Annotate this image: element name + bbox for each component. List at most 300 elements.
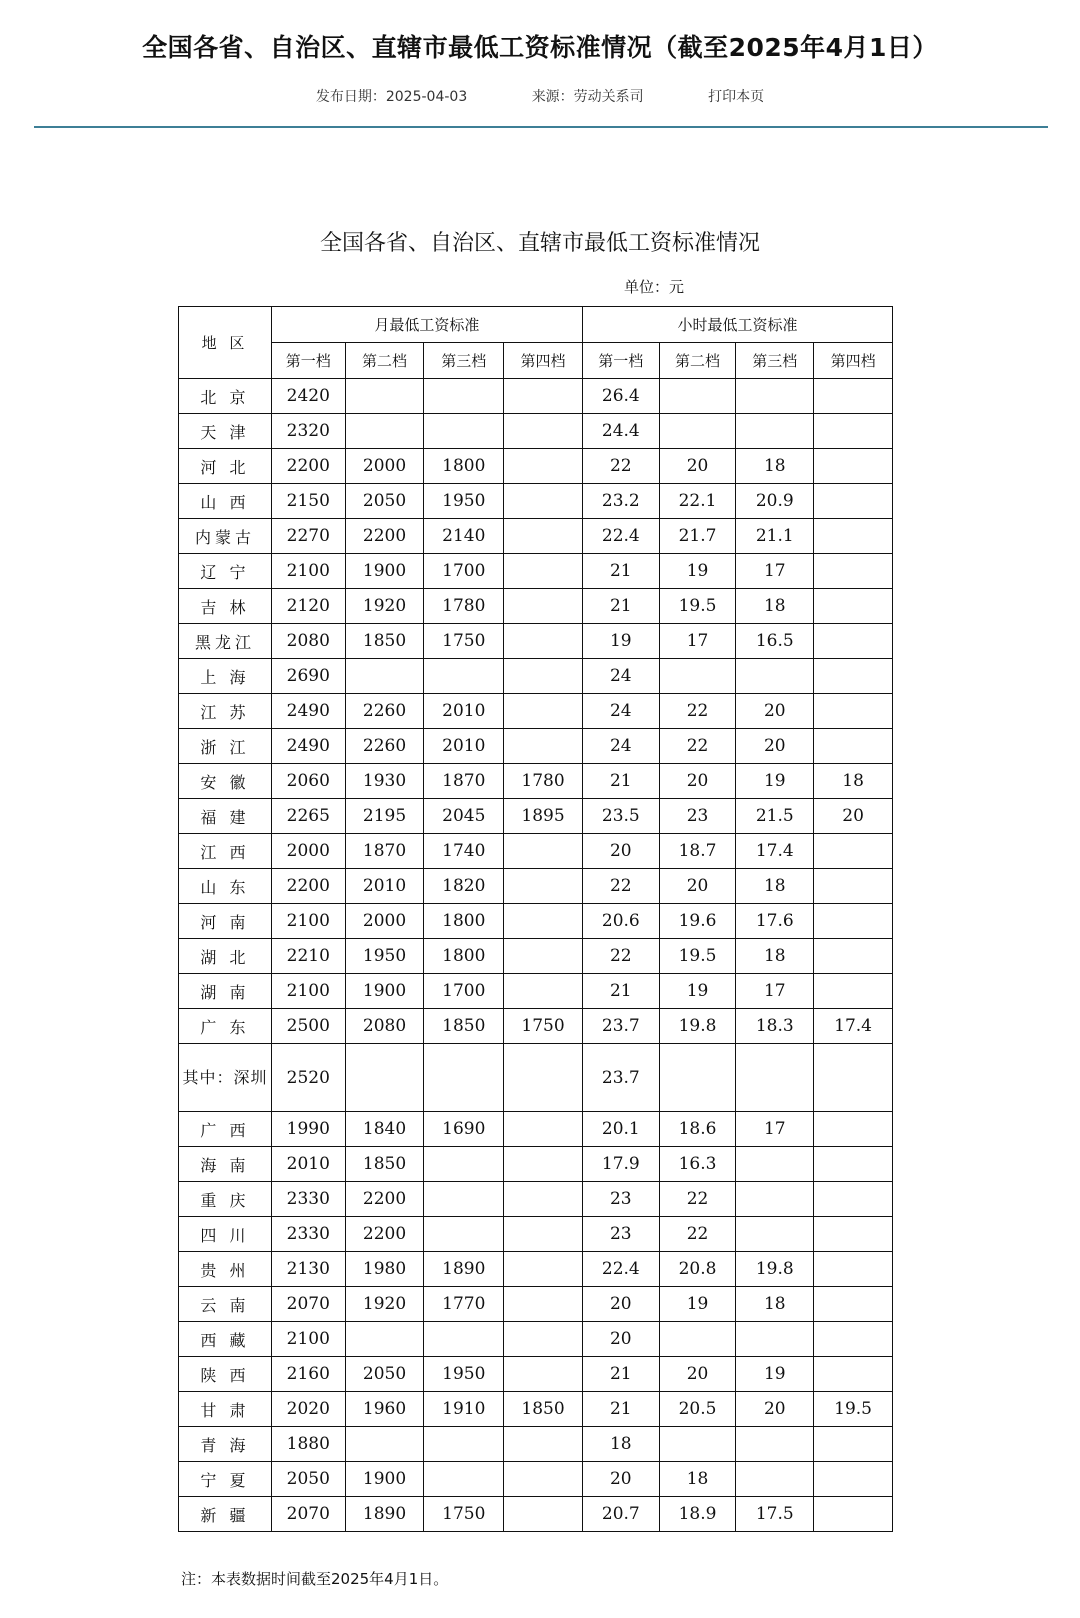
hourly-wage-cell: 20 bbox=[582, 834, 659, 869]
table-row bbox=[179, 869, 893, 904]
hourly-wage-cell: 19 bbox=[736, 764, 814, 799]
table-row bbox=[179, 1357, 893, 1392]
hourly-wage-cell bbox=[814, 1427, 893, 1462]
table-row bbox=[179, 1009, 893, 1044]
hourly-wage-cell bbox=[814, 694, 893, 729]
hourly-wage-cell: 21 bbox=[582, 589, 659, 624]
hourly-wage-cell: 22 bbox=[582, 449, 659, 484]
hourly-wage-cell bbox=[659, 1044, 736, 1112]
hourly-wage-cell: 20.5 bbox=[659, 1392, 736, 1427]
hourly-wage-cell: 21 bbox=[582, 974, 659, 1009]
hourly-wage-cell bbox=[814, 379, 893, 414]
monthly-wage-cell: 2420 bbox=[271, 379, 345, 414]
hourly-wage-cell bbox=[736, 1462, 814, 1497]
monthly-wage-cell: 2050 bbox=[345, 484, 424, 519]
hourly-wage-cell bbox=[814, 1287, 893, 1322]
hourly-wage-cell bbox=[736, 1147, 814, 1182]
monthly-wage-cell bbox=[504, 624, 583, 659]
hourly-wage-cell: 17 bbox=[736, 974, 814, 1009]
region-cell: 安 徽 bbox=[179, 764, 272, 799]
monthly-wage-cell bbox=[504, 904, 583, 939]
hourly-wage-cell bbox=[814, 1357, 893, 1392]
monthly-wage-cell: 2200 bbox=[271, 869, 345, 904]
hourly-wage-cell: 23 bbox=[659, 799, 736, 834]
hourly-wage-cell bbox=[814, 1147, 893, 1182]
hourly-wage-cell: 22 bbox=[582, 939, 659, 974]
monthly-wage-cell bbox=[504, 974, 583, 1009]
hourly-wage-cell: 22 bbox=[659, 729, 736, 764]
table-row bbox=[179, 589, 893, 624]
monthly-wage-cell: 2200 bbox=[345, 1182, 424, 1217]
monthly-wage-cell: 1990 bbox=[271, 1112, 345, 1147]
hourly-wage-cell bbox=[814, 1252, 893, 1287]
hourly-wage-cell: 20 bbox=[582, 1322, 659, 1357]
monthly-wage-cell: 2200 bbox=[345, 519, 424, 554]
table-row bbox=[179, 1427, 893, 1462]
monthly-wage-cell: 1770 bbox=[424, 1287, 504, 1322]
monthly-wage-cell bbox=[345, 659, 424, 694]
header-monthly-tier-2: 第二档 bbox=[345, 343, 424, 379]
region-cell: 青 海 bbox=[179, 1427, 272, 1462]
monthly-wage-cell bbox=[504, 869, 583, 904]
table-row bbox=[179, 624, 893, 659]
monthly-wage-cell bbox=[424, 1182, 504, 1217]
monthly-wage-cell: 2020 bbox=[271, 1392, 345, 1427]
hourly-wage-cell: 20 bbox=[814, 799, 893, 834]
hourly-wage-cell: 22.4 bbox=[582, 519, 659, 554]
header-monthly-tier-3: 第三档 bbox=[424, 343, 504, 379]
monthly-wage-cell bbox=[424, 414, 504, 449]
header-monthly: 月最低工资标准 bbox=[271, 307, 582, 343]
hourly-wage-cell bbox=[814, 1112, 893, 1147]
print-page-link[interactable]: 打印本页 bbox=[708, 89, 765, 105]
monthly-wage-cell: 2100 bbox=[271, 974, 345, 1009]
article-meta bbox=[0, 86, 1080, 106]
hourly-wage-cell bbox=[814, 1462, 893, 1497]
table-row bbox=[179, 1252, 893, 1287]
hourly-wage-cell bbox=[814, 729, 893, 764]
monthly-wage-cell: 1950 bbox=[345, 939, 424, 974]
monthly-wage-cell bbox=[504, 1112, 583, 1147]
monthly-wage-cell: 1950 bbox=[424, 1357, 504, 1392]
hourly-wage-cell: 18 bbox=[736, 449, 814, 484]
region-cell: 河 南 bbox=[179, 904, 272, 939]
monthly-wage-cell: 2045 bbox=[424, 799, 504, 834]
monthly-wage-cell bbox=[504, 729, 583, 764]
monthly-wage-cell: 1900 bbox=[345, 974, 424, 1009]
monthly-wage-cell: 2690 bbox=[271, 659, 345, 694]
region-cell: 浙 江 bbox=[179, 729, 272, 764]
monthly-wage-cell bbox=[504, 554, 583, 589]
monthly-wage-cell: 2060 bbox=[271, 764, 345, 799]
hourly-wage-cell: 23 bbox=[582, 1182, 659, 1217]
table-row bbox=[179, 1182, 893, 1217]
hourly-wage-cell: 20.9 bbox=[736, 484, 814, 519]
region-cell: 江 苏 bbox=[179, 694, 272, 729]
region-cell: 新 疆 bbox=[179, 1497, 272, 1532]
region-cell: 山 西 bbox=[179, 484, 272, 519]
monthly-wage-cell: 1780 bbox=[504, 764, 583, 799]
hourly-wage-cell: 19 bbox=[582, 624, 659, 659]
region-cell: 甘 肃 bbox=[179, 1392, 272, 1427]
table-row bbox=[179, 1287, 893, 1322]
monthly-wage-cell: 1980 bbox=[345, 1252, 424, 1287]
table-title: 全国各省、自治区、直辖市最低工资标准情况 bbox=[319, 231, 760, 256]
table-row bbox=[179, 904, 893, 939]
region-cell: 上 海 bbox=[179, 659, 272, 694]
hourly-wage-cell: 21.1 bbox=[736, 519, 814, 554]
hourly-wage-cell: 19.8 bbox=[736, 1252, 814, 1287]
monthly-wage-cell: 1895 bbox=[504, 799, 583, 834]
monthly-wage-cell: 1890 bbox=[345, 1497, 424, 1532]
monthly-wage-cell: 1930 bbox=[345, 764, 424, 799]
monthly-wage-cell: 2120 bbox=[271, 589, 345, 624]
hourly-wage-cell: 20 bbox=[659, 764, 736, 799]
table-row bbox=[179, 1112, 893, 1147]
hourly-wage-cell: 20 bbox=[736, 694, 814, 729]
header-hourly-tier-4: 第四档 bbox=[814, 343, 893, 379]
hourly-wage-cell: 17 bbox=[659, 624, 736, 659]
monthly-wage-cell: 1900 bbox=[345, 554, 424, 589]
hourly-wage-cell: 18 bbox=[736, 589, 814, 624]
hourly-wage-cell bbox=[814, 974, 893, 1009]
unit-label: 单位：元 bbox=[624, 278, 685, 296]
header-monthly-tier-1: 第一档 bbox=[271, 343, 345, 379]
monthly-wage-cell: 1920 bbox=[345, 589, 424, 624]
monthly-wage-cell: 1800 bbox=[424, 939, 504, 974]
monthly-wage-cell: 2200 bbox=[345, 1217, 424, 1252]
hourly-wage-cell bbox=[814, 1217, 893, 1252]
monthly-wage-cell bbox=[424, 1147, 504, 1182]
monthly-wage-cell bbox=[504, 939, 583, 974]
monthly-wage-cell bbox=[504, 449, 583, 484]
monthly-wage-cell bbox=[504, 659, 583, 694]
region-cell: 云 南 bbox=[179, 1287, 272, 1322]
region-cell: 陕 西 bbox=[179, 1357, 272, 1392]
hourly-wage-cell: 21 bbox=[582, 764, 659, 799]
table-row bbox=[179, 729, 893, 764]
table-row bbox=[179, 554, 893, 589]
monthly-wage-cell: 2010 bbox=[424, 729, 504, 764]
hourly-wage-cell: 19 bbox=[659, 554, 736, 589]
hourly-wage-cell: 21 bbox=[582, 554, 659, 589]
table-row bbox=[179, 414, 893, 449]
monthly-wage-cell bbox=[424, 659, 504, 694]
hourly-wage-cell bbox=[814, 624, 893, 659]
monthly-wage-cell bbox=[504, 694, 583, 729]
monthly-wage-cell: 1900 bbox=[345, 1462, 424, 1497]
hourly-wage-cell: 19.6 bbox=[659, 904, 736, 939]
hourly-wage-cell: 20 bbox=[659, 869, 736, 904]
table-row bbox=[179, 1044, 893, 1112]
monthly-wage-cell: 2070 bbox=[271, 1287, 345, 1322]
table-row bbox=[179, 1392, 893, 1427]
region-cell: 广 西 bbox=[179, 1112, 272, 1147]
hourly-wage-cell bbox=[659, 1427, 736, 1462]
hourly-wage-cell: 18 bbox=[736, 869, 814, 904]
region-cell: 辽 宁 bbox=[179, 554, 272, 589]
region-cell: 山 东 bbox=[179, 869, 272, 904]
table-row bbox=[179, 974, 893, 1009]
monthly-wage-cell bbox=[504, 484, 583, 519]
monthly-wage-cell bbox=[504, 1252, 583, 1287]
monthly-wage-cell bbox=[504, 519, 583, 554]
monthly-wage-cell: 2200 bbox=[271, 449, 345, 484]
table-note: 注：本表数据时间截至2025年4月1日。 bbox=[181, 1570, 449, 1588]
hourly-wage-cell bbox=[736, 1044, 814, 1112]
region-cell: 其中：深圳 bbox=[179, 1044, 272, 1112]
monthly-wage-cell bbox=[504, 414, 583, 449]
monthly-wage-cell bbox=[504, 1182, 583, 1217]
hourly-wage-cell bbox=[814, 589, 893, 624]
monthly-wage-cell: 1700 bbox=[424, 974, 504, 1009]
monthly-wage-cell bbox=[504, 1147, 583, 1182]
monthly-wage-cell: 1750 bbox=[504, 1009, 583, 1044]
hourly-wage-cell bbox=[814, 554, 893, 589]
monthly-wage-cell bbox=[345, 379, 424, 414]
table-row bbox=[179, 484, 893, 519]
hourly-wage-cell: 22 bbox=[659, 694, 736, 729]
hourly-wage-cell bbox=[814, 869, 893, 904]
hourly-wage-cell bbox=[736, 1427, 814, 1462]
hourly-wage-cell bbox=[814, 659, 893, 694]
hourly-wage-cell: 20.6 bbox=[582, 904, 659, 939]
hourly-wage-cell: 22 bbox=[659, 1182, 736, 1217]
monthly-wage-cell: 1850 bbox=[504, 1392, 583, 1427]
region-cell: 天 津 bbox=[179, 414, 272, 449]
hourly-wage-cell: 22 bbox=[659, 1217, 736, 1252]
monthly-wage-cell bbox=[504, 379, 583, 414]
table-row bbox=[179, 659, 893, 694]
hourly-wage-cell bbox=[659, 659, 736, 694]
monthly-wage-cell bbox=[504, 1322, 583, 1357]
hourly-wage-cell bbox=[814, 414, 893, 449]
hourly-wage-cell: 23.7 bbox=[582, 1044, 659, 1112]
monthly-wage-cell: 1750 bbox=[424, 1497, 504, 1532]
monthly-wage-cell: 2500 bbox=[271, 1009, 345, 1044]
monthly-wage-cell: 1800 bbox=[424, 449, 504, 484]
monthly-wage-cell: 1750 bbox=[424, 624, 504, 659]
hourly-wage-cell: 23 bbox=[582, 1217, 659, 1252]
header-hourly-tier-2: 第二档 bbox=[659, 343, 736, 379]
hourly-wage-cell: 20.1 bbox=[582, 1112, 659, 1147]
monthly-wage-cell: 2330 bbox=[271, 1182, 345, 1217]
monthly-wage-cell: 1960 bbox=[345, 1392, 424, 1427]
monthly-wage-cell: 2010 bbox=[271, 1147, 345, 1182]
hourly-wage-cell: 19 bbox=[659, 1287, 736, 1322]
monthly-wage-cell: 2000 bbox=[271, 834, 345, 869]
hourly-wage-cell: 20 bbox=[659, 449, 736, 484]
monthly-wage-cell: 1700 bbox=[424, 554, 504, 589]
hourly-wage-cell: 20 bbox=[736, 1392, 814, 1427]
hourly-wage-cell: 21 bbox=[582, 1392, 659, 1427]
table-row bbox=[179, 1497, 893, 1532]
hourly-wage-cell bbox=[814, 1322, 893, 1357]
hourly-wage-cell: 18 bbox=[659, 1462, 736, 1497]
source-label: 来源：劳动关系司 bbox=[531, 89, 644, 105]
monthly-wage-cell bbox=[345, 1044, 424, 1112]
hourly-wage-cell: 26.4 bbox=[582, 379, 659, 414]
region-cell: 河 北 bbox=[179, 449, 272, 484]
monthly-wage-cell: 1780 bbox=[424, 589, 504, 624]
hourly-wage-cell: 18.6 bbox=[659, 1112, 736, 1147]
monthly-wage-cell: 2320 bbox=[271, 414, 345, 449]
hourly-wage-cell: 24 bbox=[582, 729, 659, 764]
monthly-wage-cell: 1820 bbox=[424, 869, 504, 904]
hourly-wage-cell bbox=[736, 1217, 814, 1252]
monthly-wage-cell bbox=[504, 834, 583, 869]
hourly-wage-cell bbox=[736, 659, 814, 694]
monthly-wage-cell: 2050 bbox=[271, 1462, 345, 1497]
hourly-wage-cell bbox=[814, 1497, 893, 1532]
monthly-wage-cell: 2000 bbox=[345, 449, 424, 484]
monthly-wage-cell: 1870 bbox=[424, 764, 504, 799]
table-body bbox=[179, 379, 893, 1532]
monthly-wage-cell: 2265 bbox=[271, 799, 345, 834]
hourly-wage-cell bbox=[659, 1322, 736, 1357]
hourly-wage-cell: 18.7 bbox=[659, 834, 736, 869]
monthly-wage-cell bbox=[345, 1322, 424, 1357]
header-hourly: 小时最低工资标准 bbox=[582, 307, 892, 343]
hourly-wage-cell bbox=[659, 414, 736, 449]
hourly-wage-cell: 20.7 bbox=[582, 1497, 659, 1532]
monthly-wage-cell bbox=[424, 1427, 504, 1462]
region-cell: 重 庆 bbox=[179, 1182, 272, 1217]
region-cell: 北 京 bbox=[179, 379, 272, 414]
region-cell: 黑龙江 bbox=[179, 624, 272, 659]
region-cell: 吉 林 bbox=[179, 589, 272, 624]
region-cell: 宁 夏 bbox=[179, 1462, 272, 1497]
header-monthly-tier-4: 第四档 bbox=[504, 343, 583, 379]
hourly-wage-cell bbox=[814, 449, 893, 484]
hourly-wage-cell: 17.9 bbox=[582, 1147, 659, 1182]
monthly-wage-cell: 2490 bbox=[271, 729, 345, 764]
hourly-wage-cell: 17.4 bbox=[736, 834, 814, 869]
monthly-wage-cell: 1740 bbox=[424, 834, 504, 869]
page-title: 全国各省、自治区、直辖市最低工资标准情况（截至2025年4月1日） bbox=[142, 33, 938, 62]
monthly-wage-cell: 1690 bbox=[424, 1112, 504, 1147]
monthly-wage-cell: 1950 bbox=[424, 484, 504, 519]
region-cell: 湖 北 bbox=[179, 939, 272, 974]
table-row bbox=[179, 939, 893, 974]
hourly-wage-cell: 18 bbox=[736, 939, 814, 974]
hourly-wage-cell: 18 bbox=[582, 1427, 659, 1462]
region-cell: 福 建 bbox=[179, 799, 272, 834]
hourly-wage-cell: 17 bbox=[736, 1112, 814, 1147]
hourly-wage-cell: 19.5 bbox=[659, 939, 736, 974]
hourly-wage-cell: 19 bbox=[736, 1357, 814, 1392]
monthly-wage-cell bbox=[504, 1497, 583, 1532]
hourly-wage-cell: 19 bbox=[659, 974, 736, 1009]
table-row bbox=[179, 519, 893, 554]
monthly-wage-cell: 2210 bbox=[271, 939, 345, 974]
monthly-wage-cell: 2260 bbox=[345, 729, 424, 764]
monthly-wage-cell bbox=[424, 1322, 504, 1357]
hourly-wage-cell bbox=[814, 519, 893, 554]
hourly-wage-cell: 17 bbox=[736, 554, 814, 589]
table-row bbox=[179, 799, 893, 834]
monthly-wage-cell: 1850 bbox=[424, 1009, 504, 1044]
hourly-wage-cell: 18.3 bbox=[736, 1009, 814, 1044]
monthly-wage-cell: 1910 bbox=[424, 1392, 504, 1427]
monthly-wage-cell: 1920 bbox=[345, 1287, 424, 1322]
monthly-wage-cell bbox=[424, 1462, 504, 1497]
monthly-wage-cell: 2010 bbox=[424, 694, 504, 729]
monthly-wage-cell: 1870 bbox=[345, 834, 424, 869]
hourly-wage-cell: 20.8 bbox=[659, 1252, 736, 1287]
hourly-wage-cell bbox=[659, 379, 736, 414]
monthly-wage-cell bbox=[504, 1427, 583, 1462]
monthly-wage-cell bbox=[345, 414, 424, 449]
monthly-wage-cell: 2100 bbox=[271, 554, 345, 589]
monthly-wage-cell bbox=[345, 1427, 424, 1462]
monthly-wage-cell: 2330 bbox=[271, 1217, 345, 1252]
monthly-wage-cell bbox=[504, 1044, 583, 1112]
hourly-wage-cell: 20 bbox=[582, 1287, 659, 1322]
region-cell: 内蒙古 bbox=[179, 519, 272, 554]
hourly-wage-cell: 18 bbox=[814, 764, 893, 799]
region-cell: 贵 州 bbox=[179, 1252, 272, 1287]
monthly-wage-cell: 2270 bbox=[271, 519, 345, 554]
hourly-wage-cell: 22.1 bbox=[659, 484, 736, 519]
hourly-wage-cell: 20 bbox=[736, 729, 814, 764]
hourly-wage-cell: 23.5 bbox=[582, 799, 659, 834]
hourly-wage-cell: 20 bbox=[659, 1357, 736, 1392]
hourly-wage-cell bbox=[814, 1044, 893, 1112]
monthly-wage-cell: 2010 bbox=[345, 869, 424, 904]
hourly-wage-cell: 21.7 bbox=[659, 519, 736, 554]
monthly-wage-cell bbox=[504, 1287, 583, 1322]
hourly-wage-cell: 17.6 bbox=[736, 904, 814, 939]
monthly-wage-cell: 2195 bbox=[345, 799, 424, 834]
hourly-wage-cell: 21 bbox=[582, 1357, 659, 1392]
hourly-wage-cell bbox=[814, 834, 893, 869]
hourly-wage-cell: 20 bbox=[582, 1462, 659, 1497]
hourly-wage-cell bbox=[736, 1182, 814, 1217]
table-row bbox=[179, 379, 893, 414]
table-row bbox=[179, 1462, 893, 1497]
hourly-wage-cell: 22 bbox=[582, 869, 659, 904]
monthly-wage-cell: 2080 bbox=[345, 1009, 424, 1044]
region-cell: 广 东 bbox=[179, 1009, 272, 1044]
hourly-wage-cell: 22.4 bbox=[582, 1252, 659, 1287]
monthly-wage-cell: 2490 bbox=[271, 694, 345, 729]
hourly-wage-cell: 23.2 bbox=[582, 484, 659, 519]
hourly-wage-cell: 24 bbox=[582, 694, 659, 729]
monthly-wage-cell: 2000 bbox=[345, 904, 424, 939]
monthly-wage-cell: 1890 bbox=[424, 1252, 504, 1287]
monthly-wage-cell: 2260 bbox=[345, 694, 424, 729]
monthly-wage-cell bbox=[504, 1217, 583, 1252]
hourly-wage-cell bbox=[736, 379, 814, 414]
monthly-wage-cell: 2050 bbox=[345, 1357, 424, 1392]
hourly-wage-cell: 23.7 bbox=[582, 1009, 659, 1044]
hourly-wage-cell: 17.5 bbox=[736, 1497, 814, 1532]
monthly-wage-cell: 1840 bbox=[345, 1112, 424, 1147]
hourly-wage-cell: 18.9 bbox=[659, 1497, 736, 1532]
monthly-wage-cell bbox=[504, 1462, 583, 1497]
monthly-wage-cell: 2160 bbox=[271, 1357, 345, 1392]
monthly-wage-cell bbox=[424, 1217, 504, 1252]
header-region: 地 区 bbox=[179, 307, 272, 379]
min-wage-table bbox=[178, 306, 893, 1532]
hourly-wage-cell: 19.5 bbox=[659, 589, 736, 624]
monthly-wage-cell bbox=[504, 589, 583, 624]
table-row bbox=[179, 694, 893, 729]
hourly-wage-cell bbox=[814, 904, 893, 939]
hourly-wage-cell: 18 bbox=[736, 1287, 814, 1322]
monthly-wage-cell: 2100 bbox=[271, 1322, 345, 1357]
